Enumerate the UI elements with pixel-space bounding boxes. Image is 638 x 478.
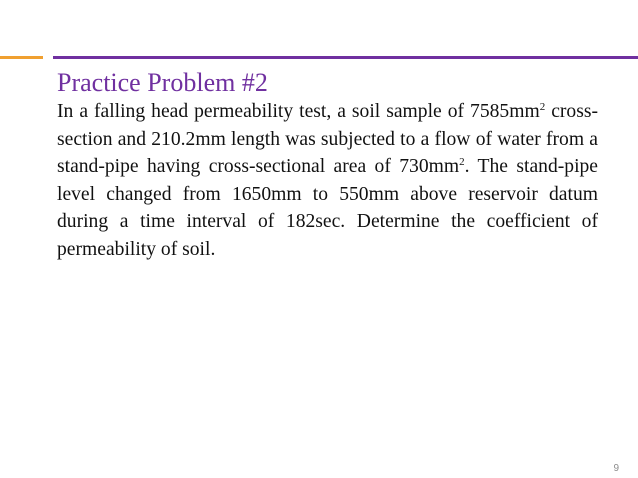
superscript-squared: 2	[459, 156, 465, 168]
slide-title: Practice Problem #2	[57, 68, 268, 97]
problem-statement	[57, 98, 598, 263]
problem-text-part-3: . The stand-pipe level changed from 1650mm to 550mm above reservoir datum during a time interval of 182sec. Determine the coefficient of permeability of soil.	[57, 156, 598, 260]
problem-text-part-2: cross-section and 210.2mm length was subjected to a flow of water from a stand-pipe having cross-sectional area of 730mm	[57, 101, 598, 177]
header-accent-bar-orange	[0, 56, 43, 59]
problem-text-part-1: In a falling head permeability test, a soil sample of 7585mm	[57, 101, 540, 122]
page-number: 9	[613, 463, 619, 474]
superscript-squared: 2	[539, 101, 546, 113]
header-accent-bar-purple	[53, 56, 638, 59]
